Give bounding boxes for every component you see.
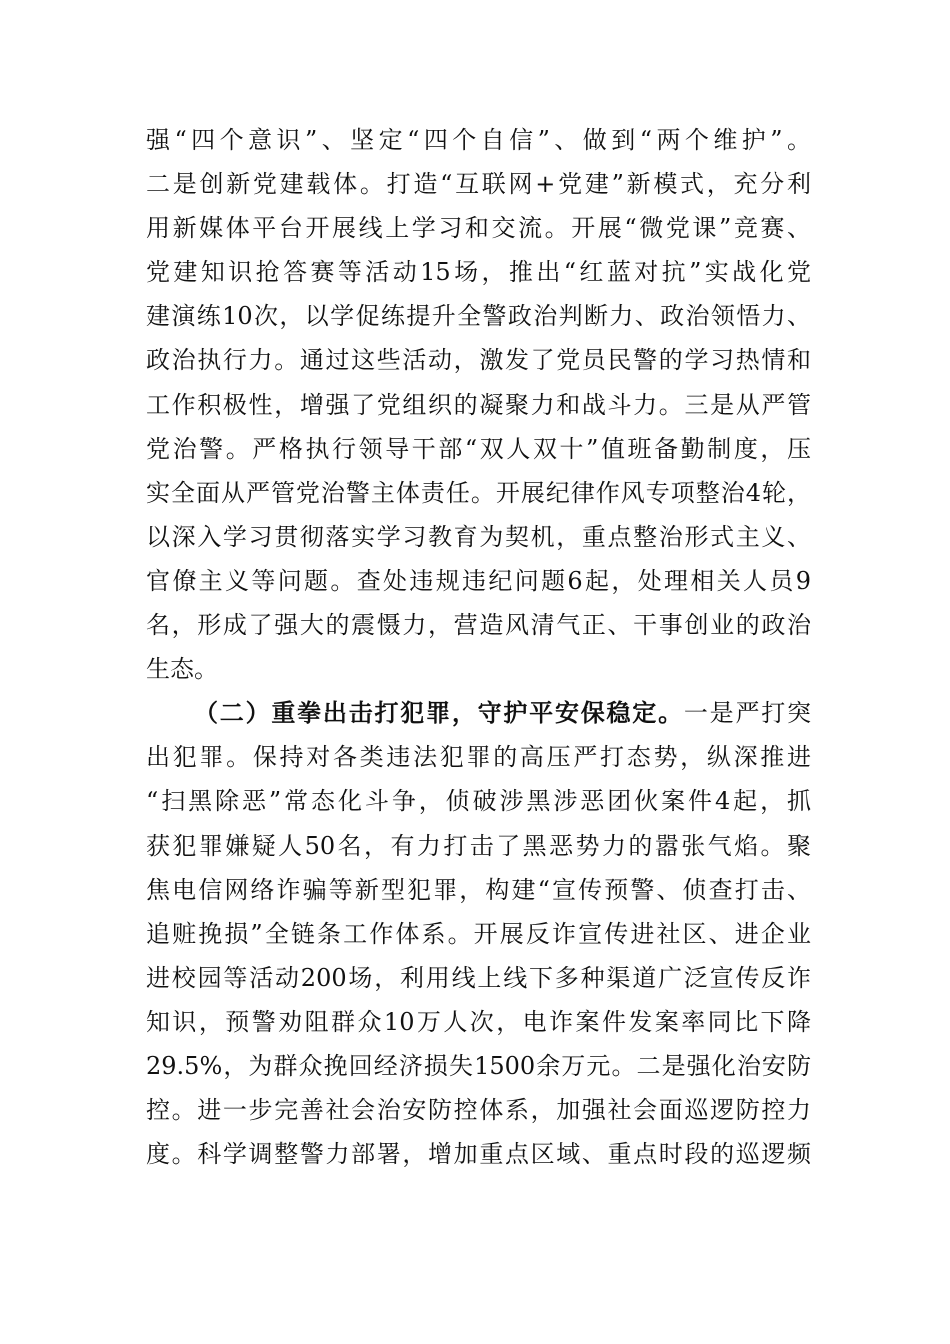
text-line: 生态。 [146, 655, 218, 684]
section-heading: （二）重拳出击打犯罪，守护平安保稳定。 [194, 698, 684, 728]
text-line: 追赃挽损”全链条工作体系。开展反诈宣传进社区、进企业 [146, 919, 811, 948]
text-line: 获犯罪嫌疑人50名，有力打击了黑恶势力的嚣张气焰。聚 [146, 831, 811, 860]
text-line: 工作积极性，增强了党组织的凝聚力和战斗力。三是从严管 [146, 390, 811, 419]
text-line: 二是创新党建载体。打造“互联网+党建”新模式，充分利 [146, 170, 811, 199]
text-run: 一是严打突 [683, 699, 811, 728]
text-line: 名，形成了强大的震慑力，营造风清气正、干事创业的政治 [146, 611, 811, 640]
text-line: “扫黑除恶”常态化斗争，侦破涉黑涉恶团伙案件4起，抓 [146, 787, 811, 816]
text-line: 党治警。严格执行领导干部“双人双十”值班备勤制度，压 [146, 434, 811, 463]
body-text [146, 118, 811, 1176]
text-line: 控。进一步完善社会治安防控体系，加强社会面巡逻防控力 [146, 1096, 811, 1125]
text-line: 知识，预警劝阻群众10万人次，电诈案件发案率同比下降 [146, 1007, 811, 1036]
text-line: 度。科学调整警力部署，增加重点区域、重点时段的巡逻频 [146, 1140, 811, 1169]
text-line: 强“四个意识”、坚定“四个自信”、做到“两个维护”。 [146, 126, 811, 154]
text-line: 以深入学习贯彻落实学习教育为契机，重点整治形式主义、 [146, 522, 811, 551]
text-line: 党建知识抢答赛等活动15场，推出“红蓝对抗”实战化党 [146, 258, 811, 287]
text-line: 进校园等活动200场，利用线上线下多种渠道广泛宣传反诈 [146, 963, 811, 992]
text-line: 29.5%，为群众挽回经济损失1500余万元。二是强化治安防 [146, 1051, 811, 1080]
text-line: 建演练10次，以学促练提升全警政治判断力、政治领悟力、 [146, 302, 811, 331]
text-line: 焦电信网络诈骗等新型犯罪，构建“宣传预警、侦查打击、 [146, 875, 811, 904]
text-line: 政治执行力。通过这些活动，激发了党员民警的学习热情和 [146, 346, 811, 375]
text-line: 官僚主义等问题。查处违规违纪问题6起，处理相关人员9 [146, 566, 811, 595]
text-line: 实全面从严管党治警主体责任。开展纪律作风专项整治4轮， [146, 478, 811, 507]
text-line: 出犯罪。保持对各类违法犯罪的高压严打态势，纵深推进 [146, 743, 811, 772]
section-heading-line [146, 691, 811, 735]
text-line: 用新媒体平台开展线上学习和交流。开展“微党课”竞赛、 [146, 214, 811, 243]
